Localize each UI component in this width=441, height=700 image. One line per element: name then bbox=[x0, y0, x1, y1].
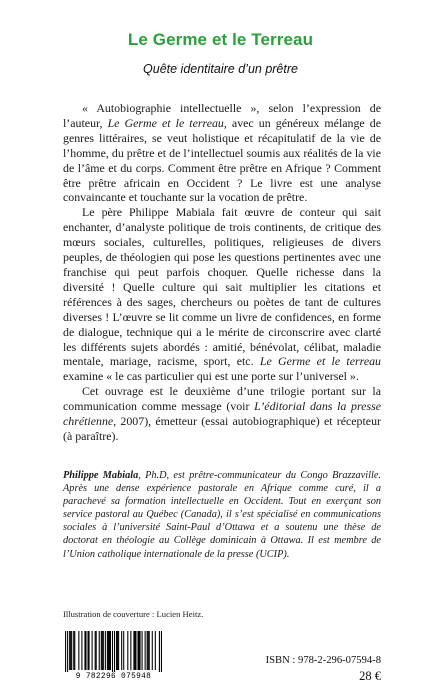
barcode-bar bbox=[161, 631, 162, 675]
barcode-bar bbox=[102, 631, 103, 670]
barcode-bar bbox=[65, 631, 66, 675]
illustration-credit: Illustration de couverture : Lucien Heitz. bbox=[63, 609, 204, 619]
barcode-bar bbox=[148, 631, 149, 670]
book-title: Le Germe et le Terreau bbox=[127, 30, 314, 49]
barcode-bar bbox=[92, 631, 93, 670]
barcode-bar bbox=[149, 631, 150, 670]
barcode-bar bbox=[105, 631, 106, 670]
barcode-bar bbox=[140, 631, 141, 670]
author-name: Philippe Mabiala bbox=[63, 470, 139, 481]
barcode-bar bbox=[71, 631, 72, 670]
barcode-bar bbox=[70, 631, 71, 670]
blurb-paragraph-2 bbox=[63, 205, 381, 384]
barcode-bar bbox=[137, 631, 138, 670]
author-bio bbox=[63, 469, 381, 561]
barcode-bar bbox=[99, 631, 100, 670]
barcode-bar bbox=[81, 631, 82, 670]
barcode-bar bbox=[87, 631, 88, 670]
barcode-bar bbox=[89, 631, 90, 670]
barcode-bar bbox=[109, 631, 110, 670]
p3-text-a: Cet ouvrage est le deuxième d’une trilogie portant sur la communication comme message (voir bbox=[63, 384, 381, 414]
barcode-bars bbox=[62, 631, 165, 675]
barcode-bar bbox=[152, 631, 153, 670]
barcode-bar bbox=[69, 631, 70, 670]
author-bio-text: , Ph.D, est prêtre-communicateur du Congo Brazzaville. Après une dense expérience pastorale en Afrique comme curé, il a parachevé sa formation intellectuelle en Occident. Tout en exerçant son service pastoral au Québec (Canada), il s’est spécialisé en communications sociales à l’université Saint-Paul d’Ottawa et a soutenu une thèse de doctorat en théologie au Collège dominicain à Ottawa. Il est membre de l’Union catholique internationale de la presse (UCIP). bbox=[63, 470, 381, 560]
barcode-bar bbox=[130, 631, 131, 670]
barcode-bar bbox=[121, 631, 122, 670]
p2-book-title: Le Germe et le terreau bbox=[259, 354, 381, 369]
barcode-bar bbox=[96, 631, 97, 670]
blurb bbox=[63, 101, 381, 444]
barcode-bar bbox=[118, 631, 119, 670]
barcode-bar bbox=[95, 631, 96, 670]
barcode-bar bbox=[123, 631, 124, 670]
barcode-bar bbox=[142, 631, 143, 670]
barcode-bar bbox=[134, 631, 135, 670]
barcode-bar bbox=[116, 631, 117, 670]
barcode-bar bbox=[138, 631, 139, 670]
blurb-paragraph-3 bbox=[63, 384, 381, 444]
price: 28 € bbox=[359, 669, 381, 683]
p3-book-title: L’éditorial dans la presse chrétienne bbox=[63, 399, 381, 429]
isbn: ISBN : 978-2-296-07594-8 bbox=[265, 655, 381, 666]
blurb-paragraph-1 bbox=[63, 101, 381, 205]
barcode-bar bbox=[85, 631, 86, 670]
barcode-bar bbox=[74, 631, 75, 670]
barcode-bar bbox=[103, 631, 104, 670]
barcode-bar bbox=[127, 631, 128, 670]
p2-text-a: Le père Philippe Mabiala fait œuvre de conteur qui sait enchanter, d’analyste politique de trois continents, de critique des mœurs sociales, culturelles, politiques, religieuses de divers peuples, de théologien qui pose les questions pertinentes avec une franchise qui peut parfois choquer. Quelle richesse dans la diversité ! Quelle culture qui sait multiplier les citations et références à des sages, chercheurs ou poètes de tant de cultures diverses ! L’œuvre se lit comme un livre de confidences, en forme de dialogue, technique qui a le mérite de circonscrire avec clarté les différents sujets abordés : amitié, bénévolat, célibat, maladie mentale, mariage, racisme, sport, etc. bbox=[63, 205, 381, 369]
barcode-bar bbox=[108, 631, 109, 670]
barcode-bar bbox=[159, 631, 160, 675]
barcode-bar bbox=[145, 631, 146, 670]
book-subtitle: Quête identitaire d’un prêtre bbox=[143, 62, 298, 76]
barcode-bar bbox=[110, 631, 111, 670]
barcode-bar bbox=[73, 631, 74, 670]
barcode-bar bbox=[117, 631, 118, 670]
barcode-bar bbox=[155, 631, 156, 670]
barcode-bar bbox=[101, 631, 102, 670]
barcode-bar bbox=[135, 631, 136, 670]
p1-text-c: , avec un généreux mélange de genres littéraires, se veut holistique et récapitulatif de la vie de l’homme, du prêtre et de l’intellectuel soumis aux réalités de la vie de l’âme et du corps. Comment être prêtre en Afrique ? Comment être prêtre africain en Occident ? Le livre est une analyse convaincante et touchante sur la vocation de prêtre. bbox=[63, 115, 381, 205]
p3-text-c: , 2007), émetteur (essai autobiographique) et récepteur (à paraître). bbox=[63, 414, 381, 443]
barcode-bar bbox=[112, 631, 113, 675]
barcode-bar bbox=[147, 631, 148, 670]
barcode-bar bbox=[78, 631, 79, 670]
p1-book-title: Le Germe et le terreau bbox=[107, 115, 224, 130]
barcode-bar bbox=[67, 631, 68, 675]
barcode-bar bbox=[107, 631, 108, 670]
barcode-bar bbox=[133, 631, 134, 670]
p1-text-a: « Autobiographie intellectuelle », selon l’expression de l’auteur, bbox=[63, 101, 381, 130]
barcode-bar bbox=[84, 631, 85, 670]
p2-text-c: examine « le cas particulier qui est une porte sur l’universel ». bbox=[63, 369, 359, 384]
barcode-bar bbox=[114, 631, 115, 675]
barcode-digits: 9 782296 075948 bbox=[62, 672, 165, 682]
